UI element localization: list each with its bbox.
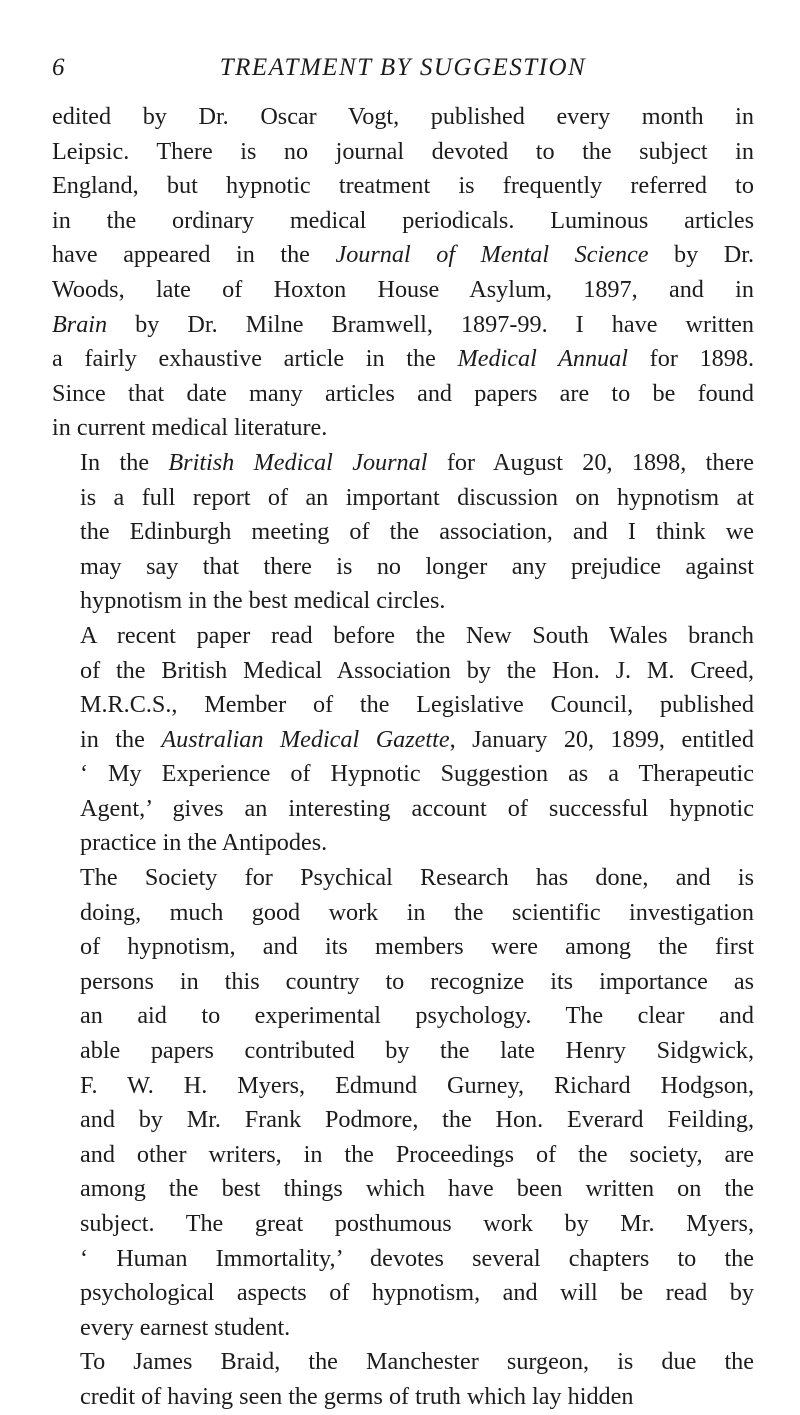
text-line: The Society for Psychical Research has done, and is [80,864,754,892]
text-line: Woods, late of Hoxton House Asylum, 1897, and in [52,275,754,303]
text-line: F. W. H. Myers, Edmund Gurney, Richard Hodgson, [80,1071,754,1099]
text-line: ‘ My Experience of Hypnotic Suggestion as a Therapeutic [80,760,754,788]
text-line: is a full report of an important discussion on hypnotism at [80,483,754,511]
text-line: of the British Medical Association by the Hon. J. M. Creed, [80,656,754,684]
text-line: have appeared in the Journal of Mental Science by Dr. [52,241,754,269]
text-line: a fairly exhaustive article in the Medical Annual for 1898. [52,345,755,373]
text-line: and other writers, in the Proceedings of the society, are [80,1140,754,1168]
paragraph [52,100,754,446]
text-line: Brain by Dr. Milne Bramwell, 1897-99. I have written [52,310,754,338]
text-line: In the British Medical Journal for August 20, 1898, there [80,448,754,476]
text-line: Leipsic. There is no journal devoted to the subject in [52,137,754,165]
text-line: psychological aspects of hypnotism, and will be read by [80,1279,754,1307]
body-text [52,100,754,1415]
text-line: subject. The great posthumous work by Mr. Myers, [80,1210,754,1237]
text-line: ‘ Human Immortality,’ devotes several chapters to the [80,1244,754,1272]
text-line: credit of having seen the germs of truth which lay hidden [80,1382,634,1410]
text-line: in the ordinary medical periodicals. Luminous articles [52,206,754,234]
text-line: M.R.C.S., Member of the Legislative Council, published [80,691,754,719]
text-line: Since that date many articles and papers are to be found [52,379,754,407]
text-line: the Edinburgh meeting of the association, and I think we [80,518,754,546]
text-line: able papers contributed by the late Henry Sidgwick, [80,1037,754,1065]
text-line: doing, much good work in the scientific investigation [80,898,754,926]
text-line: every earnest student. [80,1313,291,1341]
paragraph [52,619,754,861]
book-page [52,52,754,1415]
text-line: an aid to experimental psychology. The clear and [80,1002,754,1030]
text-line: may say that there is no longer any prejudice against [80,552,754,580]
text-line: in current medical literature. [52,414,328,442]
paragraph [52,446,754,619]
text-line: England, but hypnotic treatment is frequently referred to [52,172,754,200]
text-line: practice in the Antipodes. [80,829,328,857]
text-line: To James Braid, the Manchester surgeon, is due the [80,1348,754,1376]
text-line: Agent,’ gives an interesting account of successful hypnotic [80,794,754,822]
page-number: 6 [52,54,65,81]
running-head [52,52,754,86]
text-line: of hypnotism, and its members were among the first [80,933,754,961]
text-line: hypnotism in the best medical circles. [80,587,446,615]
text-line: edited by Dr. Oscar Vogt, published every month in [52,103,754,130]
text-line: and by Mr. Frank Podmore, the Hon. Everard Feilding, [80,1106,754,1134]
running-title: TREATMENT BY SUGGESTION [219,54,587,81]
text-line: among the best things which have been written on the [80,1175,754,1203]
paragraph [52,861,754,1345]
text-line: persons in this country to recognize its importance as [80,967,754,995]
text-line: A recent paper read before the New South Wales branch [80,621,754,649]
text-line: in the Australian Medical Gazette, January 20, 1899, entitled [80,725,754,753]
paragraph [52,1345,754,1414]
